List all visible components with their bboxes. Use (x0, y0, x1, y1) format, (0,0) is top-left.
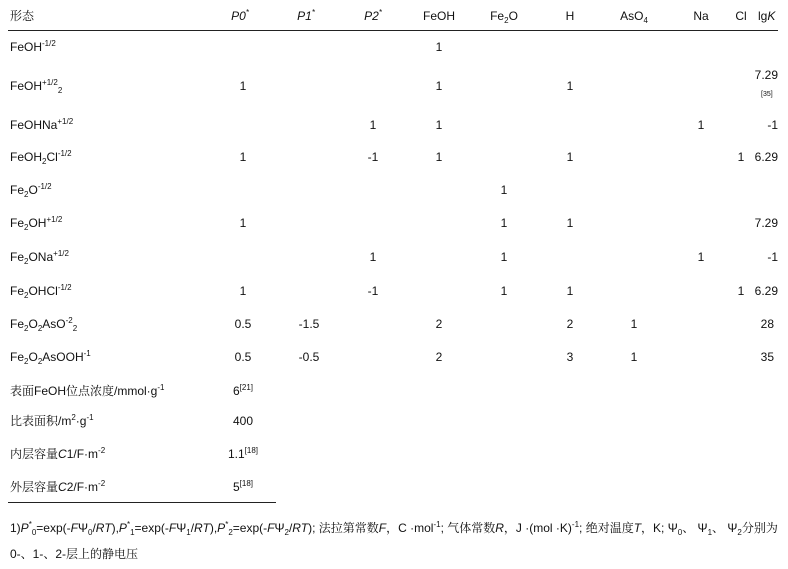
table-cell: -1 (367, 284, 379, 298)
table-cell: 2 (435, 350, 443, 364)
table-cell: 1 (630, 317, 638, 331)
param-label-site-density: 表面FeOH位点浓度$/mmol\cdot g^{-1}$ (10, 383, 165, 398)
citation: [35] (761, 91, 773, 98)
species-feoh: FeOH$^{-1/2}$ (10, 39, 56, 54)
table-cell-lgk: 7.29 (754, 216, 778, 230)
param-value-surface-area: 400 (232, 414, 254, 428)
table-cell-lgk: 7.29 (754, 68, 778, 82)
table-cell: 1 (239, 150, 247, 164)
table-cell: 1 (697, 118, 705, 132)
species-fe2o2aso: $Fe_2O_2AsO^{-2}_2$ (10, 316, 78, 333)
table-cell: 1 (566, 284, 574, 298)
table-cell: 1 (630, 350, 638, 364)
table-cell: 1 (566, 79, 574, 93)
species-feoh2cl: $FeOH_2Cl^{-1/2}$ (10, 149, 72, 166)
table-cell: 1 (435, 118, 443, 132)
table-cell: 1 (369, 118, 377, 132)
table-cell-lgk: 35 (760, 350, 774, 364)
table-cell: 1 (239, 284, 247, 298)
header-p2: P2* (364, 8, 382, 23)
table-cell: 1 (500, 250, 508, 264)
table-cell-lgk: 28 (760, 317, 774, 331)
header-cl: Cl (735, 9, 747, 23)
table-cell: -1.5 (298, 317, 320, 331)
footnote (10, 515, 785, 567)
table-cell: 1 (566, 216, 574, 230)
header-fe2o: $Fe_2O$ (490, 9, 518, 25)
table-cell: 3 (566, 350, 574, 364)
species-feohna: FeOHNa$^{+1/2}$ (10, 117, 74, 132)
species-fe2o2asooh: $Fe_2O_2AsOOH^{-1}$ (10, 349, 91, 366)
table-cell-lgk: -1 (767, 118, 778, 132)
param-value-site-density: 6[21] (232, 383, 254, 398)
header-p0: P0* (231, 8, 249, 23)
table-cell: 1 (500, 284, 508, 298)
table-cell: 0.5 (234, 317, 252, 331)
species-feoh2: FeOH$^{+1/2}_2$ (10, 78, 63, 95)
header-rule (8, 30, 778, 31)
species-fe2oh: $Fe_2OH^{+1/2}$ (10, 215, 63, 232)
header-h: H (565, 9, 575, 23)
param-label-outer-capacitance: 外层容量$C2/F\cdot m^{-2}$ (10, 479, 106, 494)
table-cell-lgk: 6.29 (754, 284, 778, 298)
param-value-inner-capacitance: 1.1[18] (227, 446, 259, 461)
table-cell: 1 (369, 250, 377, 264)
header-aso4: AsO$_4$ (620, 9, 648, 25)
table-cell: 1 (697, 250, 705, 264)
table-cell: 0.5 (234, 350, 252, 364)
table-cell: 1 (500, 183, 508, 197)
param-label-inner-capacitance: 内层容量$C1/F\cdot m^{-2}$ (10, 446, 106, 461)
header-na: Na (693, 9, 709, 23)
table-cell: -1 (367, 150, 379, 164)
param-value-outer-capacitance: 5[18] (232, 479, 254, 494)
header-form: 形态 (10, 9, 35, 23)
table-cell: -0.5 (298, 350, 320, 364)
table-cell: 2 (566, 317, 574, 331)
table-cell: 1 (500, 216, 508, 230)
header-feoh: FeOH (422, 9, 456, 23)
table-cell: 1 (435, 150, 443, 164)
table-cell: 1 (566, 150, 574, 164)
table-cell: 1 (435, 79, 443, 93)
header-p1: P1* (297, 8, 315, 23)
footnote-rule (8, 502, 276, 503)
species-fe2o: $Fe_2O^{-1/2}$ (10, 182, 52, 199)
table-cell: 1 (737, 284, 745, 298)
species-fe2ohcl: $Fe_2OHCl^{-1/2}$ (10, 283, 72, 300)
table-cell: 1 (435, 40, 443, 54)
header-lgk: lgK (758, 9, 776, 23)
table-cell-lgk: -1 (767, 250, 778, 264)
table-cell: 2 (435, 317, 443, 331)
species-fe2ona: $Fe_2ONa^{+1/2}$ (10, 249, 69, 266)
footnote-line-2: 0-、1-、2-层上的静电压 (10, 547, 139, 561)
footnote-line-1: $1)P^*_0=\exp(-F\Psi_0/RT),P^*_1=\exp(-F\Psi_1/RT),P^*_2=\exp(-F\Psi_2/RT)$; 法拉第常数F，C ·mol$^{-1}$; 气体常数R，J ·(mol ·K)$^{-1}$; 绝对温度T，K; $\Psi_0$、 $\Psi_1$、 $\Psi_2$分别为 (10, 520, 778, 537)
table-cell: 1 (239, 216, 247, 230)
table-cell-lgk: 6.29 (754, 150, 778, 164)
table-cell: 1 (239, 79, 247, 93)
param-label-surface-area: 比表面积$/m^2\cdot g^{-1}$ (10, 413, 94, 428)
table-cell: 1 (737, 150, 745, 164)
